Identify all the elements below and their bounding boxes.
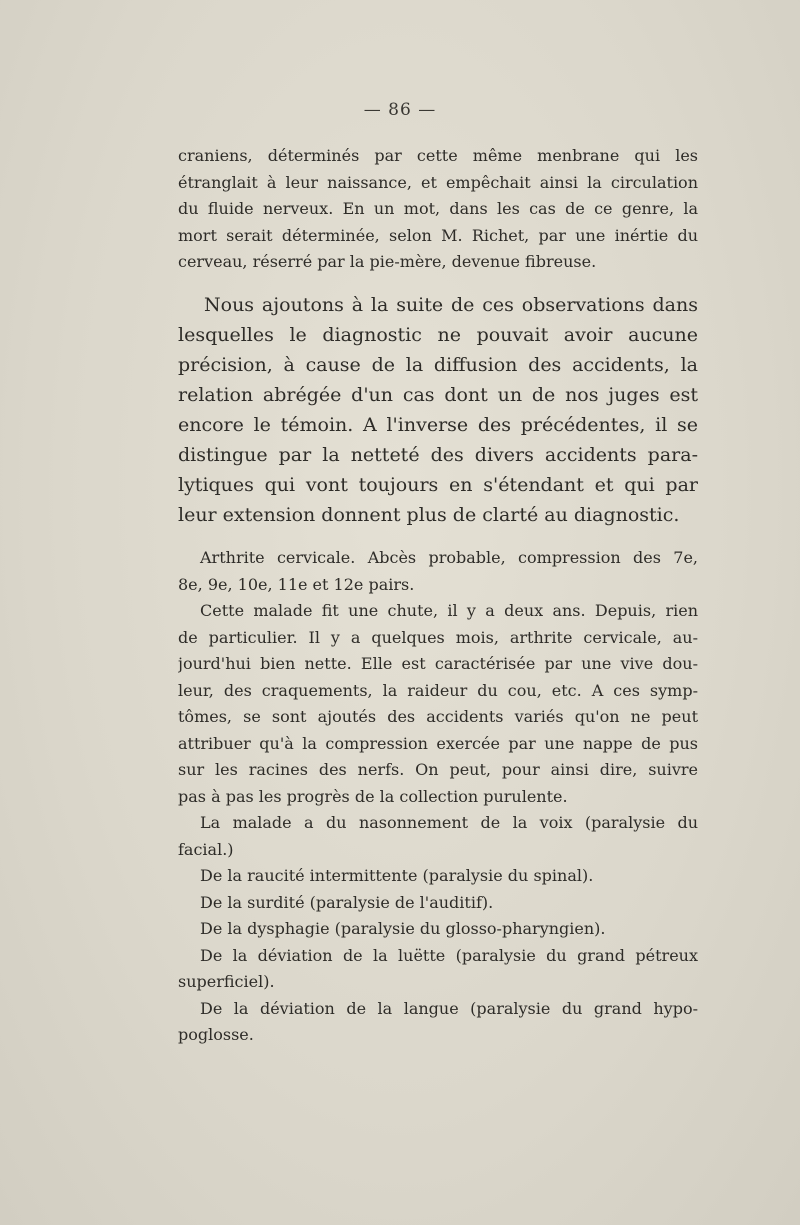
text-line: de particulier. Il y a quelques mois, arthrite cervicale, au- — [178, 627, 698, 647]
text-line: relation abrégée d'un cas dont un de nos juges est — [178, 384, 698, 406]
symptom-line: facial.) — [178, 839, 234, 859]
text-line: leur extension donnent plus de clarté au diagnostic. — [178, 504, 680, 526]
text-line: étranglait à leur naissance, et empêchait ainsi la circulation — [178, 172, 698, 192]
case-title-line: 8e, 9e, 10e, 11e et 12e pairs. — [178, 574, 415, 594]
symptom-line: poglosse. — [178, 1025, 254, 1044]
text-line: Nous ajoutons à la suite de ces observations dans — [204, 294, 698, 316]
paragraph-continuation — [178, 143, 698, 276]
symptom-line: De la raucité intermittente (paralysie du spinal). — [200, 866, 594, 885]
page-number: — 86 — — [363, 100, 437, 120]
text-line: sur les racines des nerfs. On peut, pour ainsi dire, suivre — [178, 760, 698, 779]
text-line: tômes, se sont ajoutés des accidents variés qu'on ne peut — [178, 707, 698, 726]
case-title-line: Arthrite cervicale. Abcès probable, compression des 7e, — [200, 548, 698, 567]
symptom-line: De la déviation de la luëtte (paralysie du grand pétreux — [200, 945, 698, 965]
symptom-line: superficiel). — [178, 972, 275, 991]
symptom-line: La malade a du nasonnement de la voix (paralysie du — [200, 813, 698, 832]
text-line: lesquelles le diagnostic ne pouvait avoir aucune — [178, 324, 698, 346]
symptom-line: De la déviation de la langue (paralysie du grand hypo- — [200, 998, 698, 1018]
text-line: précision, à cause de la diffusion des accidents, la — [178, 354, 698, 376]
case-observation — [178, 545, 698, 1049]
text-line: lytiques qui vont toujours en s'étendant et qui par — [178, 474, 698, 496]
text-line: du fluide nerveux. En un mot, dans les cas de ce genre, la — [178, 199, 698, 218]
text-line: mort serait déterminée, selon M. Richet, par une inértie du — [178, 225, 698, 245]
text-line: encore le témoin. A l'inverse des précédentes, il se — [178, 414, 698, 436]
paragraph-introduction — [178, 290, 698, 530]
text-line: distingue par la netteté des divers accidents para- — [178, 444, 698, 466]
text-line: Cette malade fit une chute, il y a deux ans. Depuis, rien — [200, 601, 698, 620]
text-line: pas à pas les progrès de la collection purulente. — [178, 786, 568, 806]
text-line: leur, des craquements, la raideur du cou, etc. A ces symp- — [178, 680, 698, 700]
text-line: attribuer qu'à la compression exercée par une nappe de pus — [178, 733, 698, 753]
symptom-line: De la dysphagie (paralysie du glosso-pharyngien). — [200, 919, 606, 938]
text-line: craniens, déterminés par cette même menbrane qui les — [178, 146, 698, 165]
text-line: cerveau, réserré par la pie-mère, devenue fibreuse. — [178, 252, 597, 271]
symptom-line: De la surdité (paralysie de l'auditif). — [200, 892, 494, 912]
text-line: jourd'hui bien nette. Elle est caractérisée par une vive dou- — [178, 654, 698, 673]
